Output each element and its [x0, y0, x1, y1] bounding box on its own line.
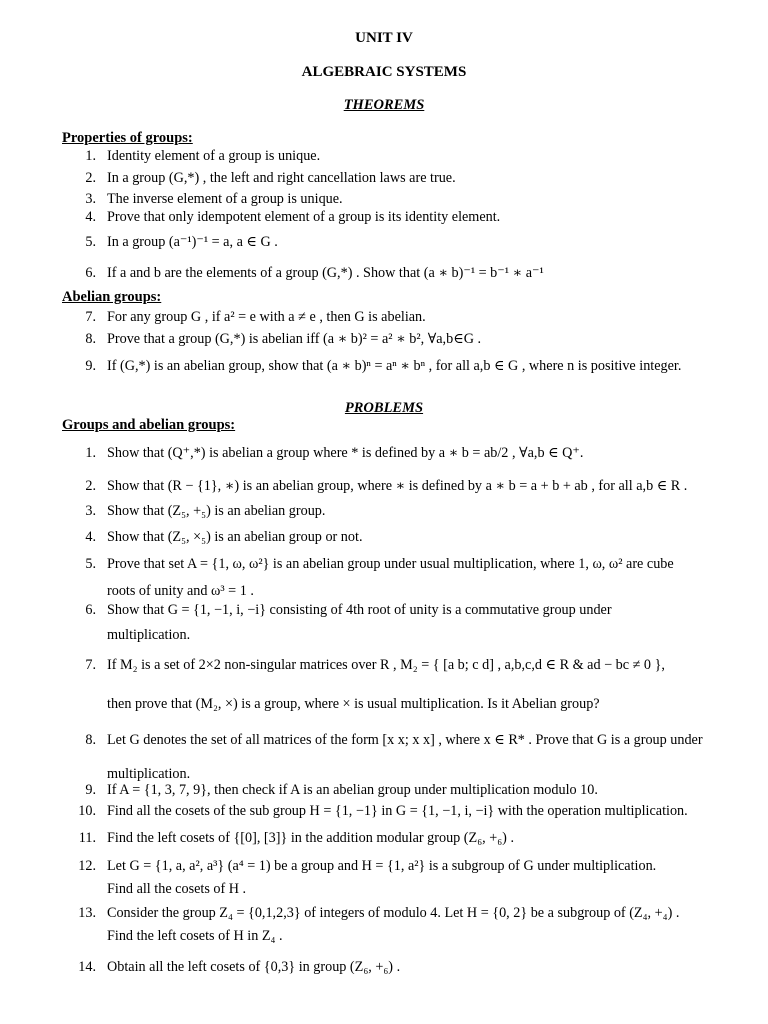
problem-item [0, 732, 768, 752]
problem-item [0, 782, 768, 802]
subject-title: ALGEBRAIC SYSTEMS [301, 64, 467, 80]
problem-continuation [0, 583, 768, 603]
theorem-number: 6. [85, 265, 96, 281]
problem-number: 10. [78, 803, 96, 819]
theorem-item [0, 234, 768, 254]
theorem-number: 3. [85, 191, 96, 207]
problem-number: 3. [85, 503, 96, 519]
problem-text-continued: Find all the cosets of H . [107, 881, 247, 897]
problem-text-continued: Find the left cosets of H in Z₄ . [107, 928, 283, 944]
theorem-item [0, 191, 768, 211]
theorem-text: In a group (a⁻¹)⁻¹ = a, a ∈ G . [107, 234, 278, 250]
problem-item [0, 959, 768, 979]
theorem-text: For any group G , if a² = e with a ≠ e , then G is abelian. [107, 309, 426, 325]
problems-heading: PROBLEMS [344, 400, 424, 416]
problem-text-continued: then prove that (M₂, ×) is a group, where × is usual multiplication. Is it Abelian group? [107, 696, 600, 712]
problem-number: 6. [85, 602, 96, 618]
problem-item [0, 830, 768, 850]
theorem-item [0, 309, 768, 329]
problem-number: 2. [85, 478, 96, 494]
problem-text: Let G denotes the set of all matrices of the form [x x; x x] , where x ∈ R* . Prove that G is a group under [107, 732, 703, 748]
theorem-item [0, 265, 768, 285]
problem-continuation [0, 928, 768, 948]
section-properties-of-groups: Properties of groups: [62, 130, 193, 146]
problem-number: 8. [85, 732, 96, 748]
problem-text-continued: multiplication. [107, 766, 191, 782]
theorem-item [0, 148, 768, 168]
problem-text: Show that G = {1, −1, i, −i} consisting of 4th root of unity is a commutative group under [107, 602, 612, 618]
theorem-number: 4. [85, 209, 96, 225]
problem-text-continued: multiplication. [107, 627, 191, 643]
problem-text: Prove that set A = {1, ω, ω²} is an abelian group under usual multiplication, where 1, ω, ω² are cube [107, 556, 674, 572]
problem-number: 11. [78, 830, 96, 846]
problem-item [0, 529, 768, 549]
problem-text: Find all the cosets of the sub group H = {1, −1} in G = {1, −1, i, −i} with the operation multiplication. [107, 803, 688, 819]
problem-continuation [0, 627, 768, 647]
problem-text: If M₂ is a set of 2×2 non-singular matrices over R , M₂ = { [a b; c d] , a,b,c,d ∈ R & ad − bc ≠ 0 }, [107, 657, 665, 673]
problem-item [0, 445, 768, 465]
problem-number: 14. [78, 959, 96, 975]
theorem-item [0, 358, 768, 378]
theorem-text: The inverse element of a group is unique. [107, 191, 343, 207]
problem-text: Obtain all the left cosets of {0,3} in group (Z₆, +₆) . [107, 959, 401, 975]
theorem-text: Prove that a group (G,*) is abelian iff (a ∗ b)² = a² ∗ b², ∀a,b∈G . [107, 331, 482, 347]
problem-continuation [0, 696, 768, 716]
problem-item [0, 478, 768, 498]
theorem-number: 7. [85, 309, 96, 325]
theorem-text: If a and b are the elements of a group (G,*) . Show that (a ∗ b)⁻¹ = b⁻¹ ∗ a⁻¹ [107, 265, 544, 281]
problem-item [0, 803, 768, 823]
problem-text: Show that (Z₅, ×₅) is an abelian group or not. [107, 529, 363, 545]
problem-number: 9. [85, 782, 96, 798]
theorem-item [0, 170, 768, 190]
theorem-number: 2. [85, 170, 96, 186]
problem-text: If A = {1, 3, 7, 9}, then check if A is an abelian group under multiplication modulo 10. [107, 782, 598, 798]
theorem-item [0, 331, 768, 351]
problem-number: 12. [78, 858, 96, 874]
theorems-heading: THEOREMS [343, 97, 425, 113]
problem-number: 7. [85, 657, 96, 673]
problem-continuation [0, 881, 768, 901]
problem-text: Show that (Q⁺,*) is abelian a group where * is defined by a ∗ b = ab/2 , ∀a,b ∈ Q⁺. [107, 445, 584, 461]
section-abelian-groups: Abelian groups: [62, 289, 162, 305]
problem-number: 4. [85, 529, 96, 545]
problem-item [0, 657, 768, 677]
theorem-number: 1. [85, 148, 96, 164]
theorem-item [0, 209, 768, 229]
problem-item [0, 503, 768, 523]
theorem-text: If (G,*) is an abelian group, show that (a ∗ b)ⁿ = aⁿ ∗ bⁿ , for all a,b ∈ G , where n is positive integer. [107, 358, 682, 374]
problem-text-continued: roots of unity and ω³ = 1 . [107, 583, 254, 599]
theorem-number: 9. [85, 358, 96, 374]
problem-item [0, 602, 768, 622]
problem-item [0, 905, 768, 925]
problem-number: 5. [85, 556, 96, 572]
problem-text: Show that (Z₅, +₅) is an abelian group. [107, 503, 326, 519]
unit-title: UNIT IV [355, 30, 413, 46]
section-groups-and-abelian-groups: Groups and abelian groups: [62, 417, 236, 433]
problem-text: Find the left cosets of {[0], [3]} in the addition modular group (Z₆, +₆) . [107, 830, 515, 846]
theorem-text: Prove that only idempotent element of a group is its identity element. [107, 209, 501, 225]
problem-number: 1. [85, 445, 96, 461]
problem-number: 13. [78, 905, 96, 921]
problem-text: Let G = {1, a, a², a³} (a⁴ = 1) be a group and H = {1, a²} is a subgroup of G under multiplication. [107, 858, 657, 874]
problem-text: Consider the group Z₄ = {0,1,2,3} of integers of modulo 4. Let H = {0, 2} be a subgroup of (Z₄, +₄) . [107, 905, 680, 921]
theorem-number: 5. [85, 234, 96, 250]
problem-item [0, 858, 768, 878]
theorem-text: Identity element of a group is unique. [107, 148, 321, 164]
theorem-text: In a group (G,*) , the left and right cancellation laws are true. [107, 170, 456, 186]
problem-item [0, 556, 768, 576]
problem-text: Show that (R − {1}, ∗) is an abelian group, where ∗ is defined by a ∗ b = a + b + ab , for all a,b ∈ R . [107, 478, 688, 494]
theorem-number: 8. [85, 331, 96, 347]
